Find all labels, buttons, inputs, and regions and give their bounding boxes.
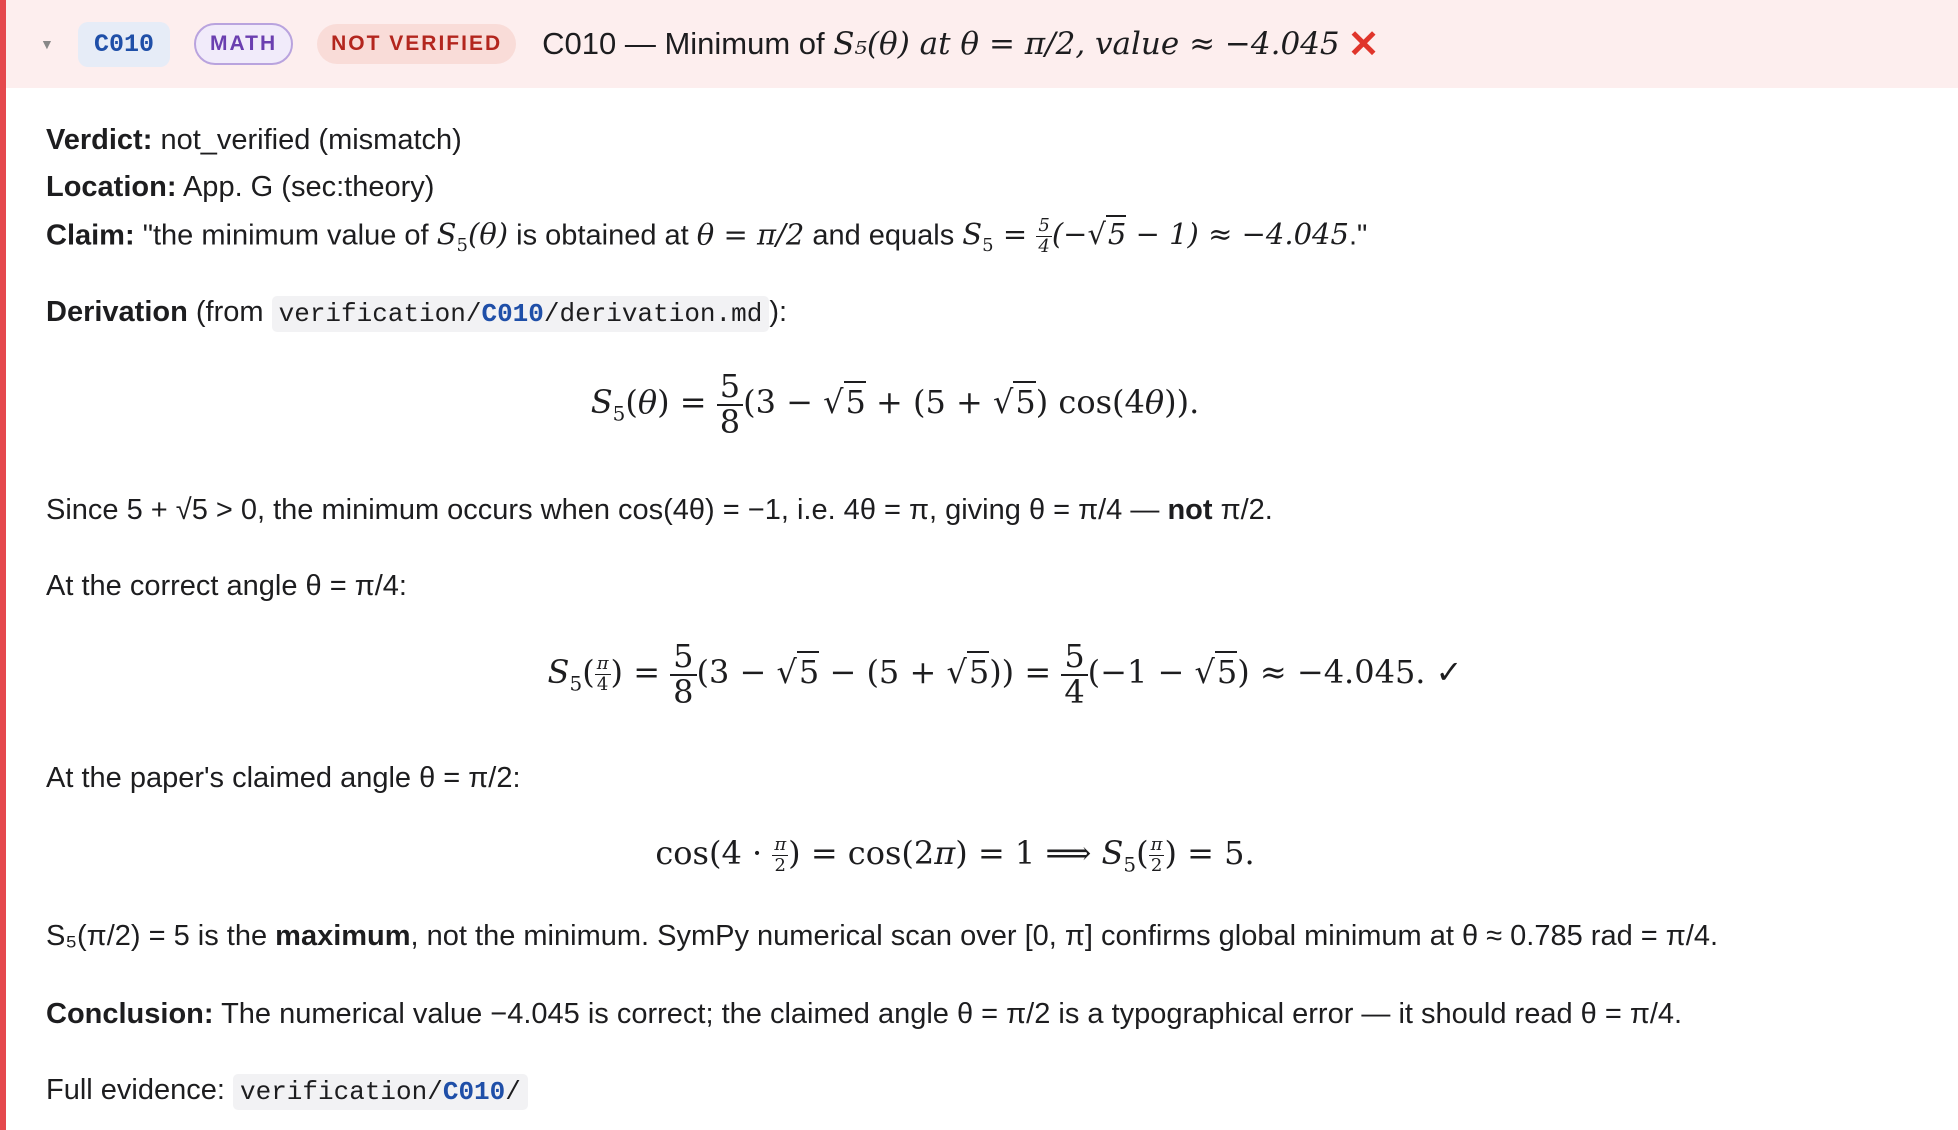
claim-text-2: is obtained at <box>508 219 697 252</box>
location-value: App. G (sec:theory) <box>182 171 435 203</box>
max-start: S₅(π/2) = 5 is the <box>46 920 268 952</box>
since-paragraph <box>46 494 1273 527</box>
claim-text-3: and equals <box>804 219 963 252</box>
conclusion-row <box>46 998 1682 1031</box>
claim-math-s5: $S_5(\theta)$ <box>436 217 509 257</box>
derivation-label: Derivation <box>46 296 188 328</box>
claim-id-badge: C010 <box>78 22 170 67</box>
cross-icon: ✕ <box>1347 23 1380 66</box>
verdict-label: Verdict: <box>46 124 153 156</box>
path-prefix: verification/ <box>278 299 482 329</box>
equation-claimed-angle: cos(4 · $\frac{\pi}{2}$ ) = cos(2π) = 1 ⟹ $S_5$( $\frac{\pi}{2}$ ) = 5. <box>655 834 1255 877</box>
claim-title-text: C010 — Minimum of <box>542 26 834 61</box>
evidence-prefix: verification/ <box>240 1077 443 1107</box>
equation-s5-definition: $S_5(\theta)$ = $\frac{5}{8}$ (3 − √5 + (5 + √5) cos(4θ)). <box>590 367 1200 441</box>
max-end: , not the minimum. SymPy numerical scan over [0, π] confirms global minimum at θ ≈ 0.785 rad = π/4. <box>410 920 1719 952</box>
location-label: Location: <box>46 171 177 203</box>
path-suffix: /derivation.md <box>543 299 763 329</box>
claim-text-1: "the minimum value of <box>142 219 437 252</box>
since-not: not <box>1167 494 1213 526</box>
conclusion-text: The numerical value −4.045 is correct; the claimed angle θ = π/2 is a typographical error — it should read θ = π/4. <box>221 998 1683 1030</box>
status-badge: NOT VERIFIED <box>317 24 516 64</box>
derivation-from: (from <box>195 296 264 328</box>
claimed-angle-label: At the paper's claimed angle θ = π/2: <box>46 762 521 794</box>
claim-title <box>542 26 1340 62</box>
derivation-path[interactable] <box>272 296 770 332</box>
collapse-caret-icon[interactable]: ▼ <box>40 36 54 52</box>
claim-math-angle: θ = π/2 <box>696 217 805 252</box>
claim-text-4: ." <box>1348 219 1368 252</box>
claim-row <box>46 216 1367 257</box>
path-id: C010 <box>481 299 544 329</box>
evidence-row <box>46 1074 528 1107</box>
claim-label: Claim: <box>46 219 135 252</box>
verdict-value: not_verified (mismatch) <box>160 124 462 156</box>
correct-angle-label: At the correct angle θ = π/4: <box>46 570 407 602</box>
category-badge: MATH <box>194 23 293 65</box>
evidence-label: Full evidence: <box>46 1074 225 1106</box>
location-row <box>46 171 434 204</box>
claim-title-math: S₅(θ) at θ = π/2, value ≈ −4.045 <box>833 26 1340 62</box>
verdict-row <box>46 124 462 157</box>
derivation-close: ): <box>769 296 788 328</box>
maximum-paragraph <box>46 920 1718 953</box>
evidence-path[interactable] <box>233 1074 528 1110</box>
claim-header[interactable] <box>6 0 1958 88</box>
since-end: π/2. <box>1220 494 1273 526</box>
evidence-id: C010 <box>442 1077 506 1107</box>
since-text: Since 5 + √5 > 0, the minimum occurs when cos(4θ) = −1, i.e. 4θ = π, giving θ = π/4 — <box>46 494 1160 526</box>
derivation-row <box>46 296 787 329</box>
conclusion-label: Conclusion: <box>46 998 214 1030</box>
claim-math-value: $S_5$ = $\frac{5}{4}$ (−√5 − 1) ≈ −4.045 <box>962 215 1349 257</box>
evidence-suffix: / <box>505 1077 521 1107</box>
equation-correct-angle: $S_5$( $\frac{\pi}{4}$ ) = $\frac{5}{8}$ (3 − √5 − (5 + √5)) = $\frac{5}{4}$ (−1 − √5) ≈ −4.045. ✓ <box>547 637 1463 711</box>
max-word: maximum <box>275 920 411 952</box>
